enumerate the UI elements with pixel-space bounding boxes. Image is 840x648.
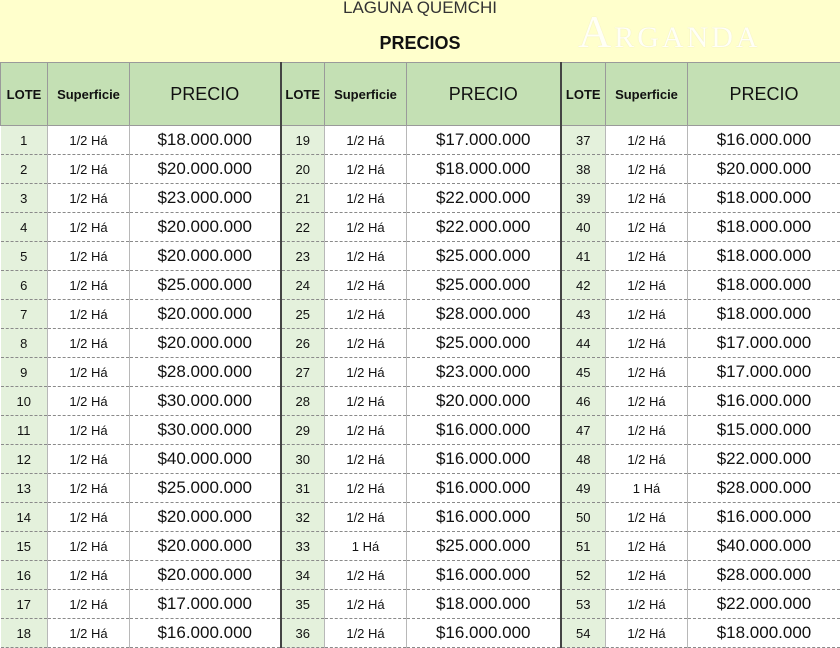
table-row [1,590,840,619]
precio-cell: $18.000.000 [688,271,840,300]
lote-cell: 34 [281,561,325,590]
lote-cell: 48 [561,445,606,474]
table-row [1,503,840,532]
lote-cell: 29 [281,416,325,445]
header-precio: PRECIO [688,63,840,126]
precio-cell: $20.000.000 [130,561,281,590]
precio-cell: $17.000.000 [688,329,840,358]
superficie-cell: 1/2 Há [48,184,130,213]
lote-cell: 6 [1,271,48,300]
precio-cell: $18.000.000 [688,184,840,213]
lote-cell: 13 [1,474,48,503]
lote-cell: 21 [281,184,325,213]
lote-cell: 11 [1,416,48,445]
table-header-row [1,63,840,126]
lote-cell: 9 [1,358,48,387]
table-row [1,271,840,300]
superficie-cell: 1/2 Há [325,155,407,184]
precio-cell: $20.000.000 [130,155,281,184]
precio-cell: $22.000.000 [688,445,840,474]
superficie-cell: 1/2 Há [606,242,688,271]
lote-cell: 42 [561,271,606,300]
precio-cell: $16.000.000 [407,474,561,503]
table-row [1,126,840,155]
precio-cell: $23.000.000 [407,358,561,387]
superficie-cell: 1/2 Há [48,590,130,619]
superficie-cell: 1/2 Há [48,532,130,561]
precio-cell: $23.000.000 [130,184,281,213]
lote-cell: 35 [281,590,325,619]
precio-cell: $20.000.000 [130,503,281,532]
lote-cell: 30 [281,445,325,474]
table-row [1,532,840,561]
superficie-cell: 1/2 Há [48,503,130,532]
lote-cell: 54 [561,619,606,648]
superficie-cell: 1/2 Há [325,271,407,300]
lote-cell: 51 [561,532,606,561]
precio-cell: $40.000.000 [688,532,840,561]
superficie-cell: 1/2 Há [48,155,130,184]
page-subtitle: LAGUNA QUEMCHI [0,0,840,19]
superficie-cell: 1 Há [325,532,407,561]
superficie-cell: 1/2 Há [606,561,688,590]
header-lote: LOTE [1,63,48,126]
superficie-cell: 1/2 Há [48,445,130,474]
lote-cell: 12 [1,445,48,474]
precio-cell: $16.000.000 [130,619,281,648]
table-row [1,242,840,271]
superficie-cell: 1/2 Há [325,387,407,416]
precio-cell: $16.000.000 [688,503,840,532]
precio-cell: $25.000.000 [407,242,561,271]
superficie-cell: 1/2 Há [325,242,407,271]
lote-cell: 53 [561,590,606,619]
superficie-cell: 1/2 Há [606,155,688,184]
lote-cell: 1 [1,126,48,155]
table-row [1,300,840,329]
superficie-cell: 1/2 Há [48,213,130,242]
lote-cell: 15 [1,532,48,561]
lote-cell: 24 [281,271,325,300]
lote-cell: 14 [1,503,48,532]
superficie-cell: 1/2 Há [606,358,688,387]
precio-cell: $16.000.000 [407,619,561,648]
table-row [1,358,840,387]
lote-cell: 25 [281,300,325,329]
superficie-cell: 1/2 Há [48,619,130,648]
precio-cell: $18.000.000 [407,590,561,619]
lote-cell: 10 [1,387,48,416]
precio-cell: $20.000.000 [407,387,561,416]
precio-cell: $20.000.000 [130,242,281,271]
precio-cell: $22.000.000 [407,213,561,242]
superficie-cell: 1/2 Há [48,271,130,300]
precio-cell: $25.000.000 [407,271,561,300]
superficie-cell: 1/2 Há [606,445,688,474]
superficie-cell: 1/2 Há [606,532,688,561]
lote-cell: 50 [561,503,606,532]
superficie-cell: 1/2 Há [325,619,407,648]
header-superficie: Superficie [48,63,130,126]
precio-cell: $16.000.000 [688,126,840,155]
superficie-cell: 1/2 Há [606,184,688,213]
precio-cell: $28.000.000 [130,358,281,387]
lote-cell: 17 [1,590,48,619]
precio-cell: $20.000.000 [130,532,281,561]
table-row [1,184,840,213]
superficie-cell: 1/2 Há [606,329,688,358]
lote-cell: 19 [281,126,325,155]
precio-cell: $16.000.000 [688,387,840,416]
lote-cell: 45 [561,358,606,387]
header-lote: LOTE [281,63,325,126]
superficie-cell: 1/2 Há [48,329,130,358]
table-row [1,474,840,503]
lote-cell: 22 [281,213,325,242]
lote-cell: 40 [561,213,606,242]
precio-cell: $17.000.000 [688,358,840,387]
table-row [1,416,840,445]
precio-cell: $20.000.000 [130,329,281,358]
header-precio: PRECIO [407,63,561,126]
precio-cell: $20.000.000 [130,213,281,242]
table-row [1,561,840,590]
superficie-cell: 1/2 Há [325,416,407,445]
lote-cell: 28 [281,387,325,416]
lote-cell: 20 [281,155,325,184]
superficie-cell: 1 Há [606,474,688,503]
lote-cell: 37 [561,126,606,155]
superficie-cell: 1/2 Há [325,503,407,532]
superficie-cell: 1/2 Há [325,358,407,387]
precio-cell: $16.000.000 [407,416,561,445]
precio-cell: $16.000.000 [407,561,561,590]
lote-cell: 4 [1,213,48,242]
table-row [1,387,840,416]
precio-cell: $25.000.000 [130,474,281,503]
precio-cell: $15.000.000 [688,416,840,445]
superficie-cell: 1/2 Há [325,445,407,474]
table-row [1,619,840,648]
precio-cell: $30.000.000 [130,387,281,416]
table-row [1,213,840,242]
precio-cell: $16.000.000 [407,445,561,474]
table-row [1,329,840,358]
lote-cell: 32 [281,503,325,532]
superficie-cell: 1/2 Há [606,271,688,300]
superficie-cell: 1/2 Há [325,561,407,590]
table-row [1,445,840,474]
superficie-cell: 1/2 Há [606,213,688,242]
precio-cell: $18.000.000 [407,155,561,184]
superficie-cell: 1/2 Há [606,503,688,532]
precio-cell: $18.000.000 [688,619,840,648]
lote-cell: 44 [561,329,606,358]
superficie-cell: 1/2 Há [48,387,130,416]
superficie-cell: 1/2 Há [606,300,688,329]
precio-cell: $28.000.000 [407,300,561,329]
superficie-cell: 1/2 Há [325,474,407,503]
superficie-cell: 1/2 Há [48,474,130,503]
precio-cell: $17.000.000 [130,590,281,619]
lote-cell: 52 [561,561,606,590]
superficie-cell: 1/2 Há [48,300,130,329]
superficie-cell: 1/2 Há [325,300,407,329]
superficie-cell: 1/2 Há [606,416,688,445]
lote-cell: 8 [1,329,48,358]
header-precio: PRECIO [130,63,281,126]
precio-cell: $22.000.000 [407,184,561,213]
lote-cell: 18 [1,619,48,648]
precio-cell: $17.000.000 [407,126,561,155]
header-superficie: Superficie [325,63,407,126]
lote-cell: 49 [561,474,606,503]
precio-cell: $20.000.000 [688,155,840,184]
superficie-cell: 1/2 Há [48,242,130,271]
superficie-cell: 1/2 Há [606,590,688,619]
precio-cell: $18.000.000 [130,126,281,155]
lote-cell: 43 [561,300,606,329]
superficie-cell: 1/2 Há [48,416,130,445]
precio-cell: $28.000.000 [688,561,840,590]
price-table [0,62,840,648]
superficie-cell: 1/2 Há [606,619,688,648]
precio-cell: $18.000.000 [688,213,840,242]
lote-cell: 16 [1,561,48,590]
lote-cell: 26 [281,329,325,358]
precio-cell: $25.000.000 [407,532,561,561]
page-title: PRECIOS [0,30,840,56]
lote-cell: 31 [281,474,325,503]
watermark-text: RGANDA [614,21,760,54]
watermark-logo: ARGANDA [578,8,840,56]
precio-cell: $25.000.000 [130,271,281,300]
superficie-cell: 1/2 Há [48,358,130,387]
precio-cell: $28.000.000 [688,474,840,503]
precio-cell: $22.000.000 [688,590,840,619]
lote-cell: 27 [281,358,325,387]
superficie-cell: 1/2 Há [325,126,407,155]
superficie-cell: 1/2 Há [325,213,407,242]
precio-cell: $30.000.000 [130,416,281,445]
superficie-cell: 1/2 Há [48,561,130,590]
lote-cell: 7 [1,300,48,329]
precio-cell: $16.000.000 [407,503,561,532]
header-superficie: Superficie [606,63,688,126]
precio-cell: $20.000.000 [130,300,281,329]
superficie-cell: 1/2 Há [606,126,688,155]
lote-cell: 2 [1,155,48,184]
table-row [1,155,840,184]
lote-cell: 47 [561,416,606,445]
precio-cell: $18.000.000 [688,242,840,271]
precio-cell: $18.000.000 [688,300,840,329]
superficie-cell: 1/2 Há [325,184,407,213]
lote-cell: 41 [561,242,606,271]
superficie-cell: 1/2 Há [48,126,130,155]
lote-cell: 5 [1,242,48,271]
superficie-cell: 1/2 Há [606,387,688,416]
lote-cell: 39 [561,184,606,213]
lote-cell: 36 [281,619,325,648]
superficie-cell: 1/2 Há [325,590,407,619]
precio-cell: $40.000.000 [130,445,281,474]
lote-cell: 38 [561,155,606,184]
lote-cell: 23 [281,242,325,271]
lote-cell: 33 [281,532,325,561]
superficie-cell: 1/2 Há [325,329,407,358]
lote-cell: 46 [561,387,606,416]
header-lote: LOTE [561,63,606,126]
lote-cell: 3 [1,184,48,213]
header-banner [0,0,840,63]
precio-cell: $25.000.000 [407,329,561,358]
